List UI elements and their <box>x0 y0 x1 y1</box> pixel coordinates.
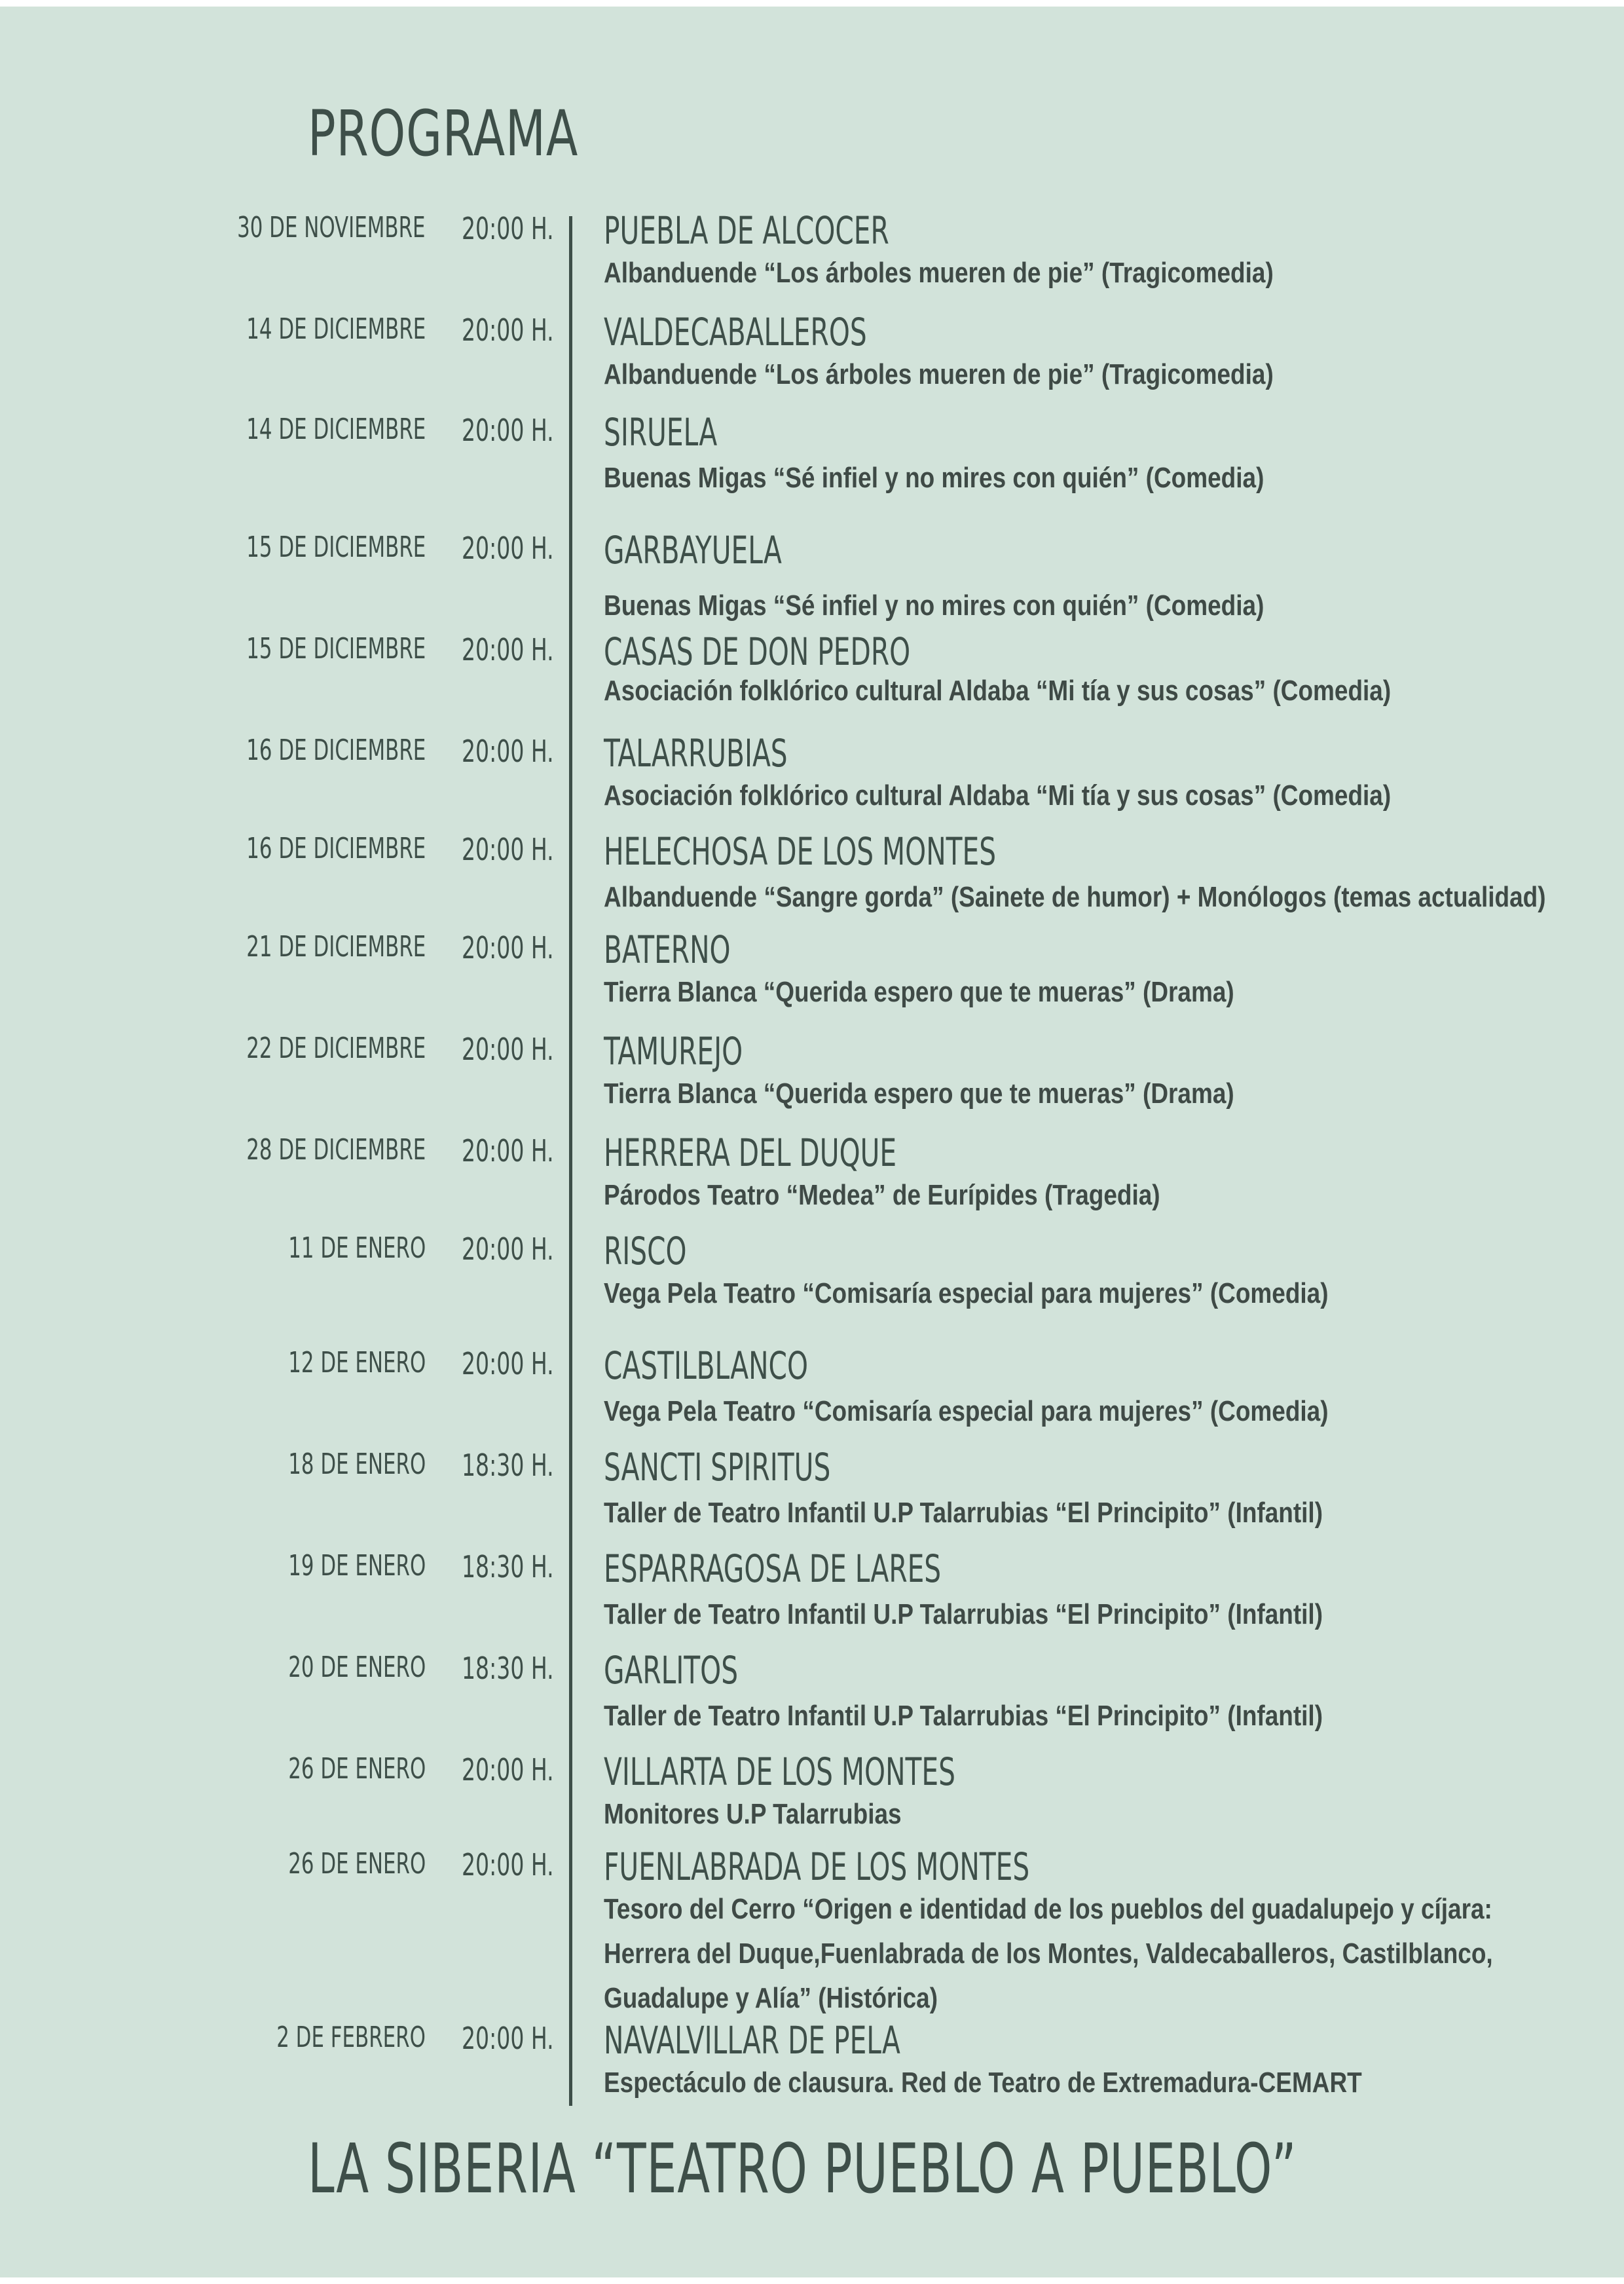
event-description: Taller de Teatro Infantil U.P Talarrubias “El Principito” (Infantil) <box>604 1700 1323 1732</box>
event-date: 16 DE DICIEMBRE <box>246 734 426 767</box>
event-time: 20:00 H. <box>462 632 554 667</box>
event-description: Vega Pela Teatro “Comisaría especial para mujeres” (Comedia) <box>604 1277 1329 1309</box>
event-time: 20:00 H. <box>462 832 554 867</box>
event-date: 20 DE ENERO <box>287 1651 426 1684</box>
page-title: PROGRAMA <box>308 97 579 170</box>
event-description: Tierra Blanca “Querida espero que te mueras” (Drama) <box>604 1077 1234 1110</box>
timeline-divider <box>569 216 572 2106</box>
event-description: Tesoro del Cerro “Origen e identidad de los pueblos del guadalupejo y cíjara: <box>604 1893 1492 1925</box>
event-description: Vega Pela Teatro “Comisaría especial para mujeres” (Comedia) <box>604 1395 1329 1427</box>
event-time: 20:00 H. <box>462 930 554 965</box>
event-time: 20:00 H. <box>462 211 554 246</box>
event-date: 28 DE DICIEMBRE <box>246 1133 426 1167</box>
event-date: 22 DE DICIEMBRE <box>246 1032 426 1065</box>
event-time: 20:00 H. <box>462 1346 554 1381</box>
event-town: GARBAYUELA <box>604 528 782 572</box>
event-date: 12 DE ENERO <box>287 1346 426 1379</box>
program-page <box>0 7 1624 2277</box>
event-description: Asociación folklórico cultural Aldaba “Mi tía y sus cosas” (Comedia) <box>604 675 1392 707</box>
event-town: VALDECABALLEROS <box>604 310 867 354</box>
event-time: 20:00 H. <box>462 413 554 448</box>
event-description: Tierra Blanca “Querida espero que te mueras” (Drama) <box>604 976 1234 1008</box>
event-town: GARLITOS <box>604 1648 739 1693</box>
event-description: Párodos Teatro “Medea” de Eurípides (Tragedia) <box>604 1179 1160 1211</box>
event-description: Espectáculo de clausura. Red de Teatro de Extremadura-CEMART <box>604 2067 1362 2099</box>
event-town: VILLARTA DE LOS MONTES <box>604 1750 955 1794</box>
event-date: 30 DE NOVIEMBRE <box>237 211 426 244</box>
event-town: TAMUREJO <box>604 1029 743 1074</box>
event-description: Monitores U.P Talarrubias <box>604 1798 902 1830</box>
event-time: 20:00 H. <box>462 312 554 348</box>
event-town: ESPARRAGOSA DE LARES <box>604 1546 942 1591</box>
event-date: 16 DE DICIEMBRE <box>246 832 426 865</box>
event-date: 14 DE DICIEMBRE <box>246 413 426 446</box>
event-date: 11 DE ENERO <box>287 1231 426 1265</box>
event-town: PUEBLA DE ALCOCER <box>604 208 889 253</box>
event-date: 15 DE DICIEMBRE <box>246 531 426 564</box>
event-town: BATERNO <box>604 927 731 972</box>
event-time: 18:30 H. <box>462 1549 554 1584</box>
event-description: Herrera del Duque,Fuenlabrada de los Montes, Valdecaballeros, Castilblanco, <box>604 1938 1493 1970</box>
event-description: Taller de Teatro Infantil U.P Talarrubias “El Principito” (Infantil) <box>604 1497 1323 1529</box>
event-description: Albanduende “Los árboles mueren de pie” (Tragicomedia) <box>604 257 1274 289</box>
event-town: CASTILBLANCO <box>604 1343 808 1388</box>
event-town: HELECHOSA DE LOS MONTES <box>604 829 997 874</box>
event-time: 18:30 H. <box>462 1651 554 1686</box>
event-description: Taller de Teatro Infantil U.P Talarrubias “El Principito” (Infantil) <box>604 1598 1323 1630</box>
event-description: Guadalupe y Alía” (Histórica) <box>604 1982 938 2014</box>
event-time: 20:00 H. <box>462 1032 554 1067</box>
event-time: 20:00 H. <box>462 2021 554 2056</box>
event-date: 21 DE DICIEMBRE <box>246 930 426 964</box>
event-time: 20:00 H. <box>462 531 554 566</box>
event-town: TALARRUBIAS <box>604 731 788 776</box>
event-date: 26 DE ENERO <box>287 1847 426 1881</box>
event-town: SANCTI SPIRITUS <box>604 1445 831 1489</box>
event-time: 20:00 H. <box>462 1133 554 1169</box>
event-date: 26 DE ENERO <box>287 1752 426 1786</box>
event-town: FUENLABRADA DE LOS MONTES <box>604 1844 1030 1889</box>
footer-title: LA SIBERIA “TEATRO PUEBLO A PUEBLO” <box>308 2129 1297 2209</box>
event-time: 20:00 H. <box>462 1752 554 1788</box>
event-date: 19 DE ENERO <box>287 1549 426 1582</box>
event-time: 20:00 H. <box>462 1231 554 1267</box>
event-town: SIRUELA <box>604 410 718 455</box>
event-time: 18:30 H. <box>462 1448 554 1483</box>
event-description: Buenas Migas “Sé infiel y no mires con quién” (Comedia) <box>604 590 1264 622</box>
event-time: 20:00 H. <box>462 1847 554 1882</box>
event-description: Buenas Migas “Sé infiel y no mires con quién” (Comedia) <box>604 462 1264 494</box>
event-time: 20:00 H. <box>462 734 554 769</box>
event-date: 14 DE DICIEMBRE <box>246 312 426 346</box>
event-date: 2 DE FEBRERO <box>276 2021 426 2054</box>
event-description: Asociación folklórico cultural Aldaba “Mi tía y sus cosas” (Comedia) <box>604 779 1392 812</box>
event-town: RISCO <box>604 1229 687 1273</box>
event-town: HERRERA DEL DUQUE <box>604 1131 897 1175</box>
event-description: Albanduende “Los árboles mueren de pie” (Tragicomedia) <box>604 358 1274 390</box>
event-town: CASAS DE DON PEDRO <box>604 629 911 674</box>
event-town: NAVALVILLAR DE PELA <box>604 2018 900 2063</box>
event-date: 15 DE DICIEMBRE <box>246 632 426 665</box>
event-description: Albanduende “Sangre gorda” (Sainete de humor) + Monólogos (temas actualidad) <box>604 881 1546 913</box>
event-date: 18 DE ENERO <box>287 1448 426 1481</box>
